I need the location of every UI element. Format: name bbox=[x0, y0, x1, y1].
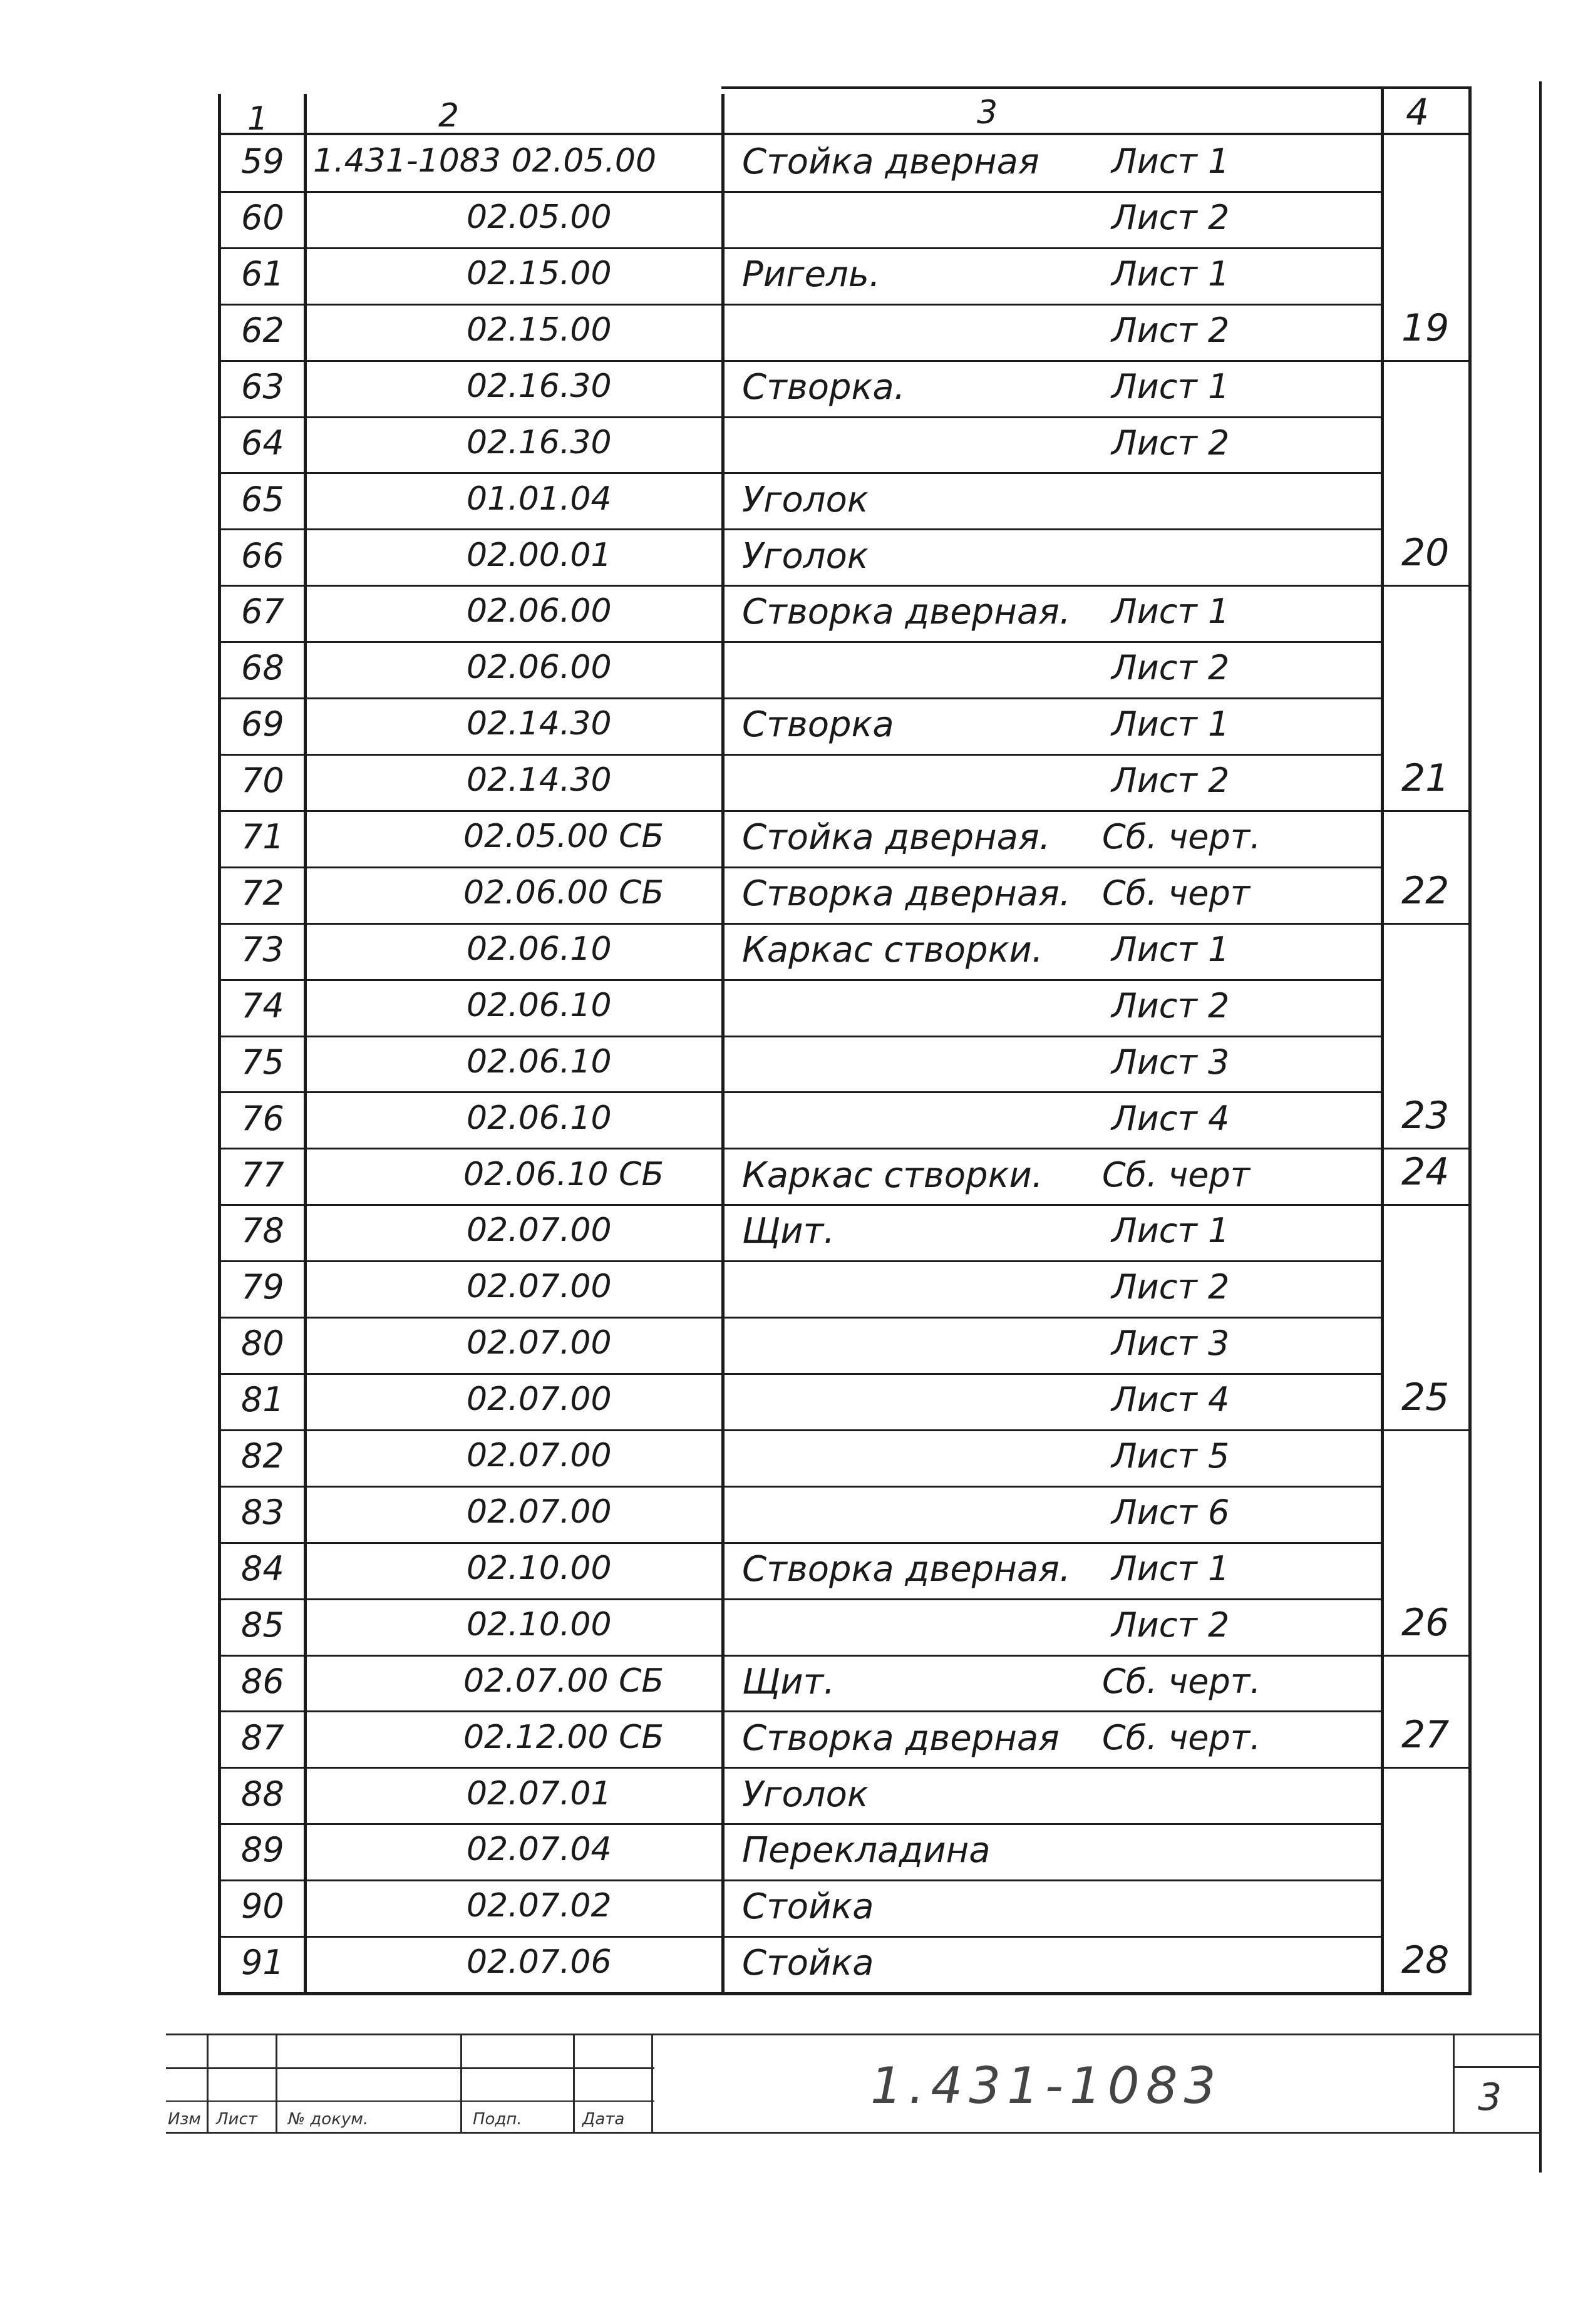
group-separator bbox=[1381, 1767, 1472, 1769]
row-separator bbox=[218, 923, 1381, 925]
row-number: 71 bbox=[241, 817, 284, 856]
title-block-label-date: Дата bbox=[582, 2110, 625, 2129]
designation: 02.07.00 bbox=[467, 1493, 612, 1531]
page-group-number: 23 bbox=[1401, 1094, 1450, 1138]
row-number: 60 bbox=[241, 198, 284, 237]
row-number: 68 bbox=[241, 648, 284, 687]
title-block-label-docnum: № докум. bbox=[288, 2110, 369, 2129]
sheet-ref: Лист 2 bbox=[1111, 311, 1230, 350]
sheet-ref: Лист 1 bbox=[1111, 141, 1230, 181]
designation: 02.14.30 bbox=[467, 705, 612, 743]
row-separator bbox=[218, 585, 1381, 587]
group-separator bbox=[1381, 1655, 1472, 1657]
title-block-label-sign: Подп. bbox=[473, 2110, 522, 2129]
row-separator bbox=[218, 360, 1381, 362]
row-number: 80 bbox=[241, 1324, 284, 1363]
sheet-number: 3 bbox=[1478, 2075, 1502, 2119]
sheet-ref: Лист 2 bbox=[1111, 761, 1230, 800]
designation: 02.15.00 bbox=[467, 255, 612, 292]
row-separator bbox=[218, 1429, 1381, 1431]
sheet-ref: Лист 1 bbox=[1111, 1211, 1230, 1250]
designation: 02.06.00 bbox=[467, 649, 612, 686]
sheet-ref: Лист 3 bbox=[1111, 1042, 1230, 1082]
row-number: 84 bbox=[241, 1549, 284, 1588]
designation: 02.06.10 bbox=[467, 987, 612, 1024]
item-name: Щит. bbox=[742, 1662, 835, 1702]
item-name: Створка дверная. bbox=[742, 873, 1071, 914]
row-separator bbox=[218, 1655, 1381, 1657]
row-number: 88 bbox=[241, 1774, 284, 1814]
row-separator bbox=[218, 528, 1381, 530]
page-group-number: 21 bbox=[1401, 756, 1450, 800]
title-block-mid-line bbox=[166, 2067, 654, 2069]
row-number: 86 bbox=[241, 1662, 284, 1701]
group-separator bbox=[1381, 1148, 1472, 1149]
designation: 01.01.04 bbox=[467, 480, 612, 518]
row-separator bbox=[218, 1091, 1381, 1093]
item-name: Уголок bbox=[742, 536, 869, 577]
designation: 02.14.30 bbox=[467, 761, 612, 799]
row-separator bbox=[218, 1542, 1381, 1544]
designation: 02.00.01 bbox=[467, 537, 612, 574]
page-group-number: 26 bbox=[1401, 1601, 1450, 1645]
page-group-number: 20 bbox=[1401, 531, 1450, 575]
designation: 02.07.00 bbox=[467, 1324, 612, 1362]
title-block-divider-1 bbox=[207, 2034, 209, 2134]
sheet-ref: Лист 2 bbox=[1111, 1267, 1230, 1307]
sheet-ref: Лист 2 bbox=[1111, 648, 1230, 687]
sheet-ref: Лист 1 bbox=[1111, 1549, 1230, 1588]
designation: 02.05.00 СБ bbox=[463, 818, 664, 855]
row-number: 85 bbox=[241, 1605, 284, 1645]
sheet-ref: Сб. черт bbox=[1102, 873, 1251, 913]
designation: 02.15.00 bbox=[467, 311, 612, 349]
row-number: 82 bbox=[241, 1436, 284, 1476]
row-separator bbox=[218, 1317, 1381, 1319]
sheet-ref: Лист 4 bbox=[1111, 1099, 1230, 1138]
item-name: Стойка дверная bbox=[742, 141, 1039, 182]
designation: 1.431-1083 02.05.00 bbox=[313, 142, 657, 180]
row-number: 90 bbox=[241, 1886, 284, 1926]
row-separator bbox=[218, 1036, 1381, 1037]
page-group-number: 25 bbox=[1401, 1375, 1450, 1419]
designation: 02.07.01 bbox=[467, 1775, 612, 1812]
table-bottom-border bbox=[218, 1992, 1472, 1995]
row-separator bbox=[218, 416, 1381, 418]
sheet-ref: Лист 5 bbox=[1111, 1436, 1230, 1476]
designation: 02.07.00 bbox=[467, 1437, 612, 1474]
row-separator bbox=[218, 472, 1381, 474]
row-number: 75 bbox=[241, 1042, 284, 1082]
sheet-ref: Лист 1 bbox=[1111, 930, 1230, 969]
row-number: 91 bbox=[241, 1943, 284, 1982]
row-number: 73 bbox=[241, 930, 284, 969]
row-separator bbox=[218, 979, 1381, 981]
header-col-3: 3 bbox=[977, 94, 998, 131]
sheet-ref: Лист 4 bbox=[1111, 1380, 1230, 1419]
designation: 02.16.30 bbox=[467, 424, 612, 461]
row-separator bbox=[218, 1879, 1381, 1881]
title-block-label-change: Изм bbox=[168, 2110, 201, 2129]
sheet-ref: Сб. черт bbox=[1102, 1155, 1251, 1195]
row-number: 66 bbox=[241, 536, 284, 575]
table-left-border bbox=[218, 94, 221, 1994]
row-number: 59 bbox=[241, 141, 284, 181]
item-name: Щит. bbox=[742, 1211, 835, 1252]
title-block-sheet-line bbox=[1453, 2066, 1540, 2068]
designation: 02.07.06 bbox=[467, 1943, 612, 1981]
row-separator bbox=[218, 1710, 1381, 1712]
item-name: Уголок bbox=[742, 480, 869, 520]
sheet-ref: Лист 1 bbox=[1111, 592, 1230, 631]
designation: 02.06.00 СБ bbox=[463, 874, 664, 912]
page-group-number: 22 bbox=[1401, 869, 1450, 913]
designation: 02.07.00 СБ bbox=[463, 1662, 664, 1700]
row-separator bbox=[218, 697, 1381, 699]
sheet-ref: Лист 2 bbox=[1111, 198, 1230, 237]
sheet-ref: Лист 2 bbox=[1111, 423, 1230, 463]
designation: 02.07.04 bbox=[467, 1831, 612, 1868]
row-separator bbox=[218, 1936, 1381, 1938]
row-separator bbox=[218, 1148, 1381, 1149]
item-name: Каркас створки. bbox=[742, 1155, 1043, 1196]
row-number: 61 bbox=[241, 254, 284, 294]
row-separator bbox=[218, 1598, 1381, 1600]
row-number: 70 bbox=[241, 761, 284, 800]
item-name: Створка. bbox=[742, 367, 905, 408]
column-divider-1 bbox=[304, 94, 307, 1994]
title-block-top-line bbox=[166, 2034, 1540, 2035]
title-block-divider-4 bbox=[573, 2034, 575, 2134]
document-code: 1.431-1083 bbox=[870, 2057, 1222, 2115]
designation: 02.06.10 bbox=[467, 930, 612, 968]
sheet-ref: Лист 3 bbox=[1111, 1324, 1230, 1363]
group-separator bbox=[1381, 810, 1472, 812]
page-frame-right bbox=[1539, 81, 1542, 2172]
page-group-number: 19 bbox=[1401, 306, 1450, 350]
page-group-number: 27 bbox=[1401, 1713, 1450, 1757]
header-col-4: 4 bbox=[1406, 91, 1429, 133]
designation: 02.10.00 bbox=[467, 1550, 612, 1587]
designation: 02.07.02 bbox=[467, 1887, 612, 1925]
item-name: Каркас створки. bbox=[742, 930, 1043, 970]
row-separator bbox=[218, 641, 1381, 643]
item-name: Уголок bbox=[742, 1774, 869, 1815]
item-name: Стойка bbox=[742, 1886, 874, 1927]
row-separator bbox=[218, 1767, 1381, 1769]
designation: 02.06.00 bbox=[467, 592, 612, 630]
title-block-bottom-line bbox=[166, 2132, 1540, 2134]
row-separator bbox=[218, 247, 1381, 249]
row-separator bbox=[218, 1486, 1381, 1488]
item-name: Стойка bbox=[742, 1943, 874, 1983]
page-group-number: 24 bbox=[1401, 1150, 1450, 1194]
title-block-sheet-divider bbox=[1453, 2034, 1455, 2134]
title-block-label-sheet: Лист bbox=[216, 2110, 257, 2129]
sheet-ref: Сб. черт. bbox=[1102, 1718, 1261, 1757]
sheet-ref: Лист 6 bbox=[1111, 1493, 1230, 1532]
column-divider-3 bbox=[1381, 86, 1384, 1994]
designation: 02.07.00 bbox=[467, 1211, 612, 1249]
item-name: Створка bbox=[742, 704, 894, 745]
row-number: 87 bbox=[241, 1718, 284, 1757]
row-number: 78 bbox=[241, 1211, 284, 1250]
designation: 02.06.10 СБ bbox=[463, 1156, 664, 1193]
row-number: 69 bbox=[241, 704, 284, 744]
item-name: Стойка дверная. bbox=[742, 817, 1051, 858]
sheet-ref: Сб. черт. bbox=[1102, 817, 1261, 856]
row-number: 65 bbox=[241, 480, 284, 519]
sheet-ref: Лист 1 bbox=[1111, 367, 1230, 406]
row-number: 81 bbox=[241, 1380, 284, 1419]
row-number: 62 bbox=[241, 311, 284, 350]
sheet-ref: Сб. черт. bbox=[1102, 1662, 1261, 1701]
table-right-border bbox=[1468, 86, 1472, 1994]
row-number: 63 bbox=[241, 367, 284, 406]
page-group-number: 28 bbox=[1401, 1938, 1450, 1982]
sheet-ref: Лист 2 bbox=[1111, 1605, 1230, 1645]
header-col-2: 2 bbox=[438, 97, 460, 135]
row-separator bbox=[218, 810, 1381, 812]
row-number: 74 bbox=[241, 986, 284, 1026]
group-separator bbox=[1381, 585, 1472, 587]
sheet-ref: Лист 1 bbox=[1111, 254, 1230, 294]
item-name: Перекладина bbox=[742, 1830, 991, 1871]
row-separator bbox=[218, 304, 1381, 306]
group-separator bbox=[1381, 360, 1472, 362]
row-number: 89 bbox=[241, 1830, 284, 1869]
designation: 02.05.00 bbox=[467, 198, 612, 236]
row-number: 83 bbox=[241, 1493, 284, 1532]
designation: 02.07.00 bbox=[467, 1381, 612, 1418]
sheet-ref: Лист 1 bbox=[1111, 704, 1230, 744]
title-block-divider-2 bbox=[276, 2034, 277, 2134]
row-separator bbox=[218, 1260, 1381, 1262]
row-separator bbox=[218, 1823, 1381, 1825]
designation: 02.12.00 СБ bbox=[463, 1719, 664, 1756]
item-name: Ригель. bbox=[742, 254, 880, 295]
row-number: 64 bbox=[241, 423, 284, 463]
row-separator bbox=[218, 754, 1381, 756]
designation: 02.06.10 bbox=[467, 1099, 612, 1137]
row-number: 72 bbox=[241, 873, 284, 913]
row-number: 67 bbox=[241, 592, 284, 631]
column-divider-2 bbox=[721, 94, 725, 1994]
row-separator bbox=[218, 866, 1381, 868]
title-block-divider-3 bbox=[460, 2034, 462, 2134]
item-name: Створка дверная bbox=[742, 1718, 1060, 1759]
group-separator bbox=[1381, 1429, 1472, 1431]
title-block-divider-5 bbox=[651, 2034, 653, 2134]
row-separator bbox=[218, 1204, 1381, 1206]
designation: 02.06.10 bbox=[467, 1043, 612, 1081]
sheet-ref: Лист 2 bbox=[1111, 986, 1230, 1026]
row-number: 77 bbox=[241, 1155, 284, 1195]
row-separator bbox=[218, 191, 1381, 193]
row-separator bbox=[218, 1373, 1381, 1375]
item-name: Створка дверная. bbox=[742, 592, 1071, 632]
row-number: 79 bbox=[241, 1267, 284, 1307]
group-separator bbox=[1381, 1204, 1472, 1206]
item-name: Створка дверная. bbox=[742, 1549, 1071, 1590]
designation: 02.10.00 bbox=[467, 1606, 612, 1643]
row-number: 76 bbox=[241, 1099, 284, 1138]
designation: 02.16.30 bbox=[467, 368, 612, 405]
group-separator bbox=[1381, 923, 1472, 925]
header-bottom-border bbox=[218, 133, 1472, 135]
header-col-1: 1 bbox=[247, 100, 269, 138]
title-block-low-line bbox=[166, 2100, 654, 2102]
designation: 02.07.00 bbox=[467, 1268, 612, 1305]
table-top-border bbox=[721, 86, 1472, 89]
